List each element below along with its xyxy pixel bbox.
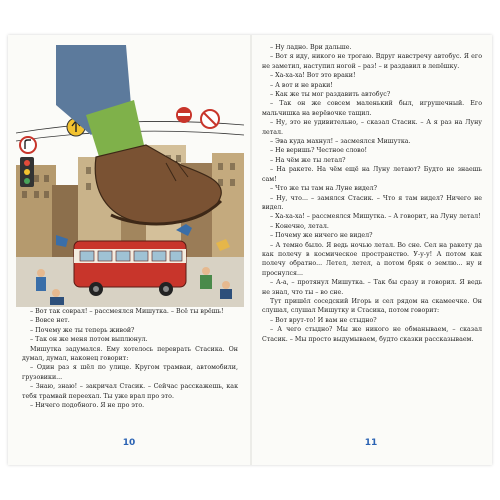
paragraph: Тут пришёл соседский Игорь и сел рядом на скамеечке. Он слушал, слушал Мишутку и Стасика, потом говорит: bbox=[262, 297, 482, 315]
paragraph: – Ну, что... – замялся Стасик. – Что я там видел? Ничего не видел. bbox=[262, 194, 482, 211]
page-number-left: 10 bbox=[122, 438, 136, 448]
paragraph: – Ну ладно. Ври дальше. bbox=[270, 44, 352, 51]
paragraph: – А чего стыдно? Мы же никого не обманываем, – сказал Стасик. – Мы просто выдумываем, будто сказки рассказываем. bbox=[262, 326, 482, 343]
paragraph: – Ха-ха-ха! – рассмеялся Мишутка. – А говорит, на Луну летал! bbox=[270, 213, 481, 221]
paragraph: – Ну, это не удивительно, – сказал Стасик. – А я раз на Луну летал. bbox=[262, 119, 482, 136]
paragraph: – Почему же ничего не видел? bbox=[270, 232, 373, 240]
paragraph: – А-а, – протянул Мишутка. – Так бы сразу и говорил. Я ведь не знал, что ты – во сне. bbox=[262, 279, 482, 296]
paragraph: – Эва куда махнул! – засмеялся Мишутка. bbox=[270, 138, 411, 146]
paragraph: Мишутка задумался. Ему хотелось переврать Стасика. Он думал, думал, наконец говорит: bbox=[22, 345, 238, 363]
page-number-right: 11 bbox=[364, 438, 378, 448]
paragraph: – На чём же ты летал? bbox=[270, 156, 346, 164]
paragraph: – Не веришь? Честное слово! bbox=[270, 147, 368, 155]
illustration-drawing bbox=[16, 45, 244, 307]
paragraph: – Знаю, знаю! – закричал Стасик. – Сейчас расскажешь, как тебя трамвай переехал. Ты уже врал про это. bbox=[22, 383, 238, 400]
paragraph: – Вот так соврал! – рассмеялся Мишутка. – Всё ты врёшь! bbox=[30, 308, 224, 315]
paragraph: – На ракете. На чём ещё на Луну летают? Будто не знаешь сам! bbox=[262, 166, 482, 183]
paragraph: – Вот я иду, никого не трогаю. Вдруг навстречу автобус. Я его не заметил, наступил ногой – раз! – и раздавил в лепёшку. bbox=[262, 53, 482, 70]
paragraph: – Как же ты мог раздавить автобус? bbox=[270, 91, 391, 99]
paragraph: – Ха-ха-ха! Вот это враки! bbox=[270, 72, 356, 80]
paragraph: – А вот и не враки! bbox=[270, 81, 333, 89]
right-page bbox=[252, 35, 492, 465]
paragraph: – Один раз я шёл по улице. Кругом трамваи, автомобили, грузовики... bbox=[22, 364, 238, 381]
illustration-giant-shoe-bus bbox=[16, 45, 244, 307]
left-page bbox=[8, 35, 250, 465]
paragraph: – Вовсе нет. bbox=[30, 317, 70, 325]
paragraph: – Так он же совсем маленький был, игрушечный. Его мальчишка на верёвочке тащил. bbox=[262, 100, 482, 117]
paragraph: – Так он же меня потом выплюнул. bbox=[30, 336, 148, 344]
paragraph: – Вот врут-то! И вам не стыдно? bbox=[270, 316, 377, 324]
right-page-text bbox=[262, 43, 482, 344]
left-page-text bbox=[22, 307, 238, 410]
paragraph: – Почему же ты теперь живой? bbox=[30, 326, 135, 334]
paragraph: – Ничего подобного. Я не про это. bbox=[30, 402, 145, 410]
paragraph: – Что же ты там на Луне видел? bbox=[270, 185, 378, 193]
paragraph: – Конечно, летал. bbox=[270, 222, 329, 230]
book-spread bbox=[8, 35, 492, 465]
paragraph: – А темно было. Я ведь ночью летал. Во сне. Сел на ракету да как полечу в космическое пространство. У-у-у! А потом как полечу обратно... Летел, летел, а потом бряк о землю... ну и проснулся... bbox=[262, 241, 482, 277]
